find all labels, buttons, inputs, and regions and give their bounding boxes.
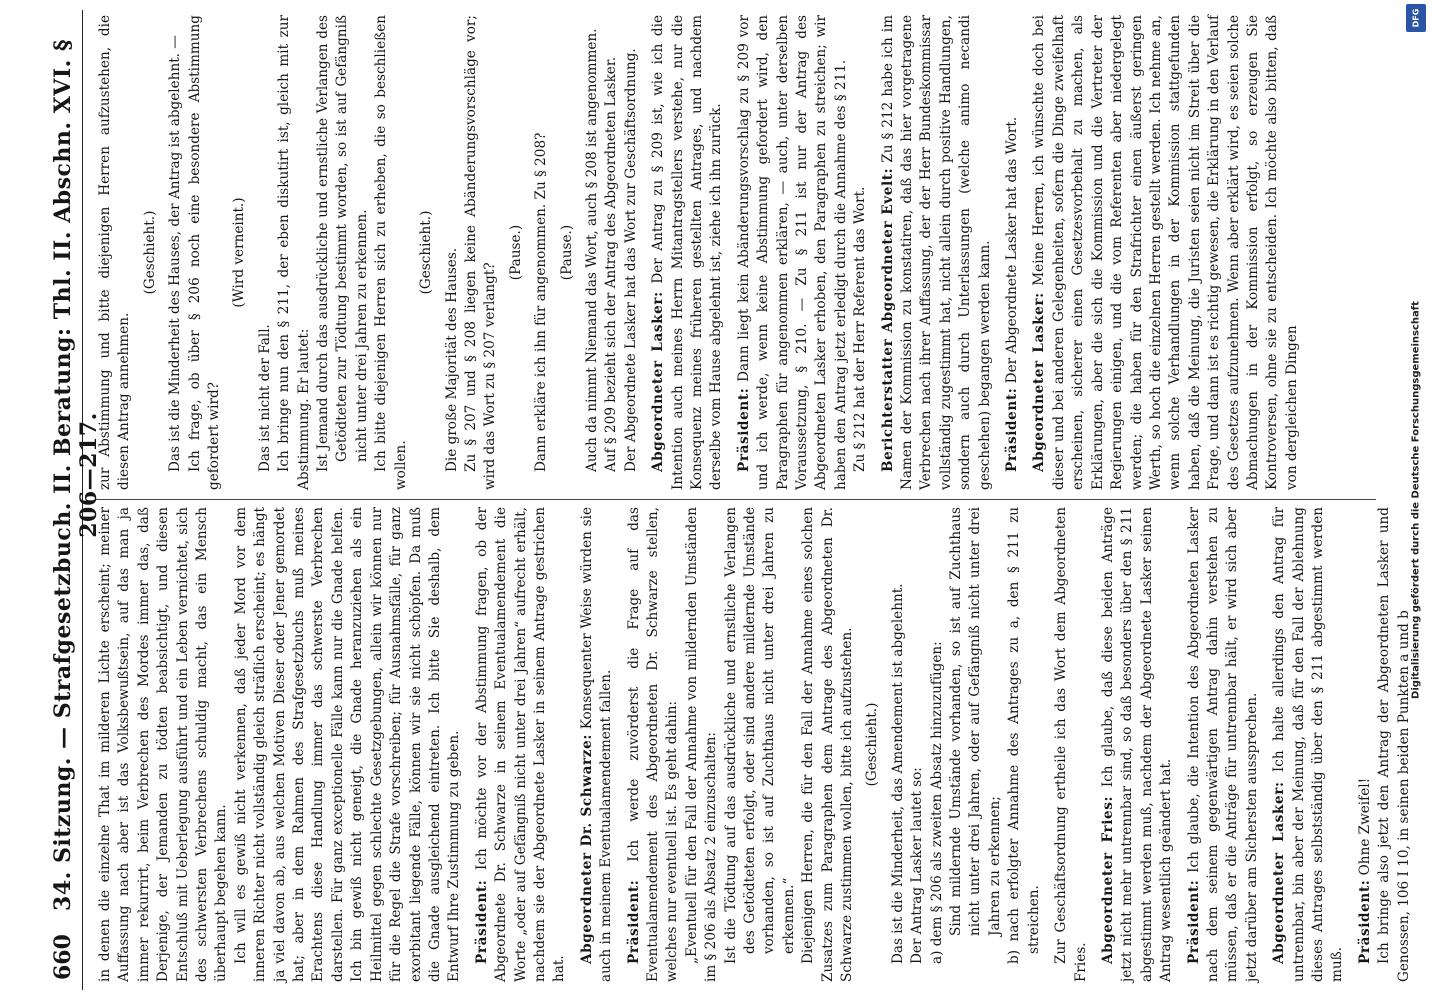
column-divider: [96, 499, 1376, 500]
paragraph: Präsident: Ich möchte vor der Abstimmung fragen, ob der Abgeordnete Dr. Schwarze in seinem Eventualamendement die Worte „oder auf Gefängniß nicht unter drei Jahren“ aufrecht erhält, nachdem sie der Abgeordnete Lasker in seinem Antrage gestrichen hat.: [473, 507, 568, 982]
speaker-name: Berichterstatter Abgeordneter Evelt:: [879, 167, 896, 472]
paragraph: Ich bringe nun den § 211, der eben diskutirt ist, gleich mit zur Abstimmung. Er lautet:: [276, 15, 312, 490]
quote: „Eventuell für den Fall der Annahme von mildernden Umständen im § 206 als Absatz 2 einzuschalten:: [683, 507, 720, 982]
speaker-name: Präsident:: [1185, 879, 1202, 964]
list-item: a) dem § 206 als zweiten Absatz hinzuzufügen:: [928, 641, 945, 964]
paragraph: Auch da nimmt Niemand das Wort, auch § 208 ist angenommen.: [583, 28, 600, 472]
paragraph: Präsident: Dann liegt kein Abänderungsvorschlag zu § 209 vor und ich werde, wenn keine Abstimmung gefordert wird, den Paragraphen für angenommen erklären, — auch, unter derselben Voraussetzung, § 210. — Zu § 211 ist nur der Antrag des Abgeordneten Lasker erhoben, den Paragraphen zu streichen; wir haben den Antrag jetzt erledigt durch die Annahme des § 211.: [735, 15, 849, 490]
paragraph: Das ist nicht der Fall.: [256, 324, 273, 472]
page-header: [46, 10, 102, 990]
paragraph: Abgeordneter Lasker: Meine Herren, ich wünschte doch bei dieser und bei anderen Gelegenheiten, sofern die Dinge zweifelhaft erscheinen, sicherer einen Gesetzesvorbehalt zu machen, als Erklärungen, aber die sich die Kommission und die Vertreter der Regierungen einigen, und die vom Referenten aber niedergelegt werden; die haben für den Strafrichter einen äußerst geringen Werth, so hoch die einzelnen Herren gestellt werden. Ich nehme an, wenn solche Verhandlungen in der Kommission stattgefunden haben, daß die Meinung, die Juristen seien nicht im Streit über die Frage, und dann ist es richtig gewesen, die Erklärung in den Verlauf des Gesetzes aufzunehmen. Wenn aber erklärt wird, es seien solche Abmachungen in der Kommission erfolgt, so erzeugen Sie Kontroversen, ohne sie zu entscheiden. Ich möchte also bitten, daß von dergleichen Dingen: [1031, 15, 1300, 490]
running-title: 34. Sitzung. — Strafgesetzbuch. II. Beratung: Thl. II. Abschn. XVI. § 206—217.: [50, 39, 102, 911]
paragraph: Präsident: Ohne Zweifel!: [1356, 777, 1373, 964]
paragraph: in denen die einzelne That im milderen Lichte erscheint; meiner Auffassung nach aber ist das Volksbewußtsein, auf das man ja immer rekurrirt, beim Verbrechen des Mordes immer das, daß Derjenige, der Jemanden zu tödten beabsichtigt, und diesen Entschluß mit Ueberlegung ausführt und ein Leben vernichtet, sich des schwersten Verbrechens schuldig macht, das ein Mensch überhaupt begehen kann.: [97, 507, 230, 982]
document-page: [16, 10, 1416, 990]
paragraph: Die große Majorität des Hauses.: [443, 247, 460, 472]
stage-direction: (Geschieht.): [864, 702, 881, 787]
speaker-name: Abgeordneter Dr. Schwarze:: [578, 734, 595, 964]
left-column: [96, 507, 1412, 982]
paragraph: Berichterstatter Abgeordneter Evelt: Zu § 212 habe ich im Namen der Kommission zu konstatiren, daß das hier vorgetragene Verbrechen nach ihrer Auffassung, der der Herr Bundeskommissar vollständig zugestimmt hat, nicht allein durch positive Handlungen, sondern auch durch Unterlassungen (welche animo necandi geschehen) begangen werden kann.: [879, 15, 993, 490]
stage-direction: (Geschieht.): [418, 210, 435, 295]
paragraph: Präsident: Ich glaube, die Intention des Abgeordneten Lasker nach dem seinem gegenwärtigen Antrag dahin verstehen zu müssen, daß er die Anträge für untrennbar hält, er wird sich aber jetzt darüber am Sichersten aussprechen.: [1185, 507, 1260, 982]
paragraph: Zu § 207 und § 208 liegen keine Abänderungsvorschläge vor; wird das Wort zu § 207 verlangt?: [462, 15, 499, 490]
speaker-name: Präsident:: [735, 387, 752, 472]
paragraph: Der Antrag Lasker lautet so:: [909, 767, 926, 964]
dfg-logo-icon: DFG: [1406, 4, 1426, 32]
speaker-name: Präsident:: [1004, 387, 1021, 472]
paragraph: Der Abgeordnete Lasker hat das Wort zur Geschäftsordnung.: [622, 48, 639, 472]
speaker-name: Abgeordneter Fries:: [1099, 795, 1116, 964]
digitization-credit: [1404, 0, 1428, 1000]
paragraph: Präsident: Ich werde zuvörderst die Frage auf das Eventualamendement des Abgeordneten Dr. Schwarze stellen, welches nur eventuell ist. Es geht dahin:: [625, 507, 681, 982]
list-item: Sind mildernde Umstände vorhanden, so ist auf Zuchthaus nicht unter drei Jahren, oder auf Gefängniß nicht unter drei Jahren zu erkennen;: [948, 507, 1003, 936]
paragraph: Dann erkläre ich ihn für angenommen. Zu § 208?: [533, 132, 550, 472]
paragraph: zur Abstimmung und bitte diejenigen Herren aufzustehen, die diesen Antrag annehmen.: [97, 15, 133, 490]
digitization-credit-text: Digitalisierung gefördert durch die Deutsche Forschungsgemeinschaft: [1410, 301, 1422, 699]
paragraph: Ich will es gewiß nicht verkennen, daß jeder Mord vor dem inneren Richter nicht vollständig gleich sträflich erscheint; es hängt ja viel davon ab, aus welchen Motiven Dieser oder Jener gemordet hat; aber in dem Rahmen des Strafgesetzbuchs muß meines Erachtens diese Handlung immer das schwerste Verbrechen darstellen. Für ganz exceptionelle Fälle kann nur die Gnade helfen. Ich bin gewiß nicht geneigt, die Gnade heranzuziehen als ein Heilmittel gegen schlechte Gesetzgebungen, allein wir können nur für die Regel die Strafe vorschreiben; für Ausnahmsfälle, für ganz exorbitant liegende Fälle, können wir sie nicht schöpfen. Da muß die Gnade ausgleichend eintreten. Ich bitte Sie deshalb, dem Entwurf Ihre Zustimmung zu geben.: [232, 507, 463, 982]
paragraph: Ich frage, ob über § 206 noch eine besondere Abstimmung gefordert wird?: [186, 15, 223, 490]
paragraph: Zur Geschäftsordnung ertheile ich das Wort dem Abgeordneten Fries.: [1053, 507, 1089, 982]
speaker-name: Abgeordneter Lasker:: [1271, 781, 1288, 964]
speaker-name: Abgeordneter Lasker:: [1031, 292, 1048, 472]
paragraph: Das ist die Minderheit des Hauses, der Antrag ist abgelehnt. —: [167, 35, 184, 472]
list-item: b) nach erfolgter Annahme des Antrages zu a, den § 211 zu streichen.: [1006, 507, 1042, 964]
paragraph: Ich bringe also jetzt den Antrag der Abgeordneten Lasker und Genossen, 106 I 10, in seinen beiden Punkten a und b: [1376, 507, 1412, 982]
paragraph: Abgeordneter Lasker: Der Antrag zu § 209 ist, wie ich die Intention auch meines Herrn Mitantragstellers verstehe, nur die Konsequenz meines früheren gestellten Antrages, und nachdem derselbe vom Hause abgelehnt ist, ziehe ich ihn zurück.: [650, 15, 725, 490]
right-column: [96, 15, 1396, 490]
speaker-name: Abgeordneter Lasker:: [650, 291, 667, 472]
stage-direction: (Pause.): [507, 224, 524, 281]
paragraph: Diejenigen Herren, die für den Fall der Annahme eines solchen Zusatzes zum Paragraphen dem Antrage des Abgeordneten Dr. Schwarze zustimmen wollen, bitte ich aufzustehen.: [800, 507, 856, 982]
stage-direction: (Pause.): [558, 224, 575, 281]
paragraph: Präsident: Der Abgeordnete Lasker hat das Wort.: [1004, 116, 1021, 472]
paragraph: Abgeordneter Fries: Ich glaube, daß diese beiden Anträge jetzt nicht mehr untrennbar sind, so daß besonders über den § 211 abgestimmt werden muß, nachdem der Abgeordnete Lasker seinen Antrag wesentlich geändert hat.: [1099, 507, 1175, 982]
paragraph: Abgeordneter Dr. Schwarze: Konsequenter Weise würden sie auch in meinem Eventualamendement fallen.: [578, 507, 615, 982]
stage-direction: (Geschieht.): [141, 210, 158, 295]
paragraph: Ich bitte diejenigen Herren sich zu erheben, die so beschließen wollen.: [373, 15, 409, 490]
speaker-name: Präsident:: [625, 879, 642, 964]
speaker-name: Präsident:: [1356, 879, 1373, 964]
paragraph: Abgeordneter Lasker: Ich halte allerdings den Antrag für untrennbar, bin aber der Meinung, daß für den Fall der Ablehnung dieses Antrages selbstständig über den § 211 abgestimmt werden muß.: [1271, 507, 1346, 982]
paragraph: Zu § 212 hat der Herr Referent das Wort.: [852, 186, 869, 472]
page-number: 660: [50, 934, 76, 980]
quote: Ist die Tödtung auf das ausdrückliche und ernstliche Verlangen des Getödteten erfolgt, oder sind andere mildernde Umstände vorhanden, so ist auf Zuchthaus nicht unter drei Jahren zu erkennen.“: [722, 507, 797, 964]
stage-direction: (Wird verneint.): [231, 197, 248, 308]
quote: Ist Jemand durch das ausdrückliche und ernstliche Verlangen des Getödteten zur Tödtung bestimmt worden, so ist auf Gefängniß nicht unter drei Jahren zu erkennen.: [315, 15, 370, 472]
speaker-name: Präsident:: [473, 879, 490, 964]
paragraph: Das ist die Minderheit, das Amendement ist abgelehnt.: [889, 583, 906, 964]
paragraph: Auf § 209 bezieht sich der Antrag des Abgeordneten Lasker.: [603, 56, 620, 472]
